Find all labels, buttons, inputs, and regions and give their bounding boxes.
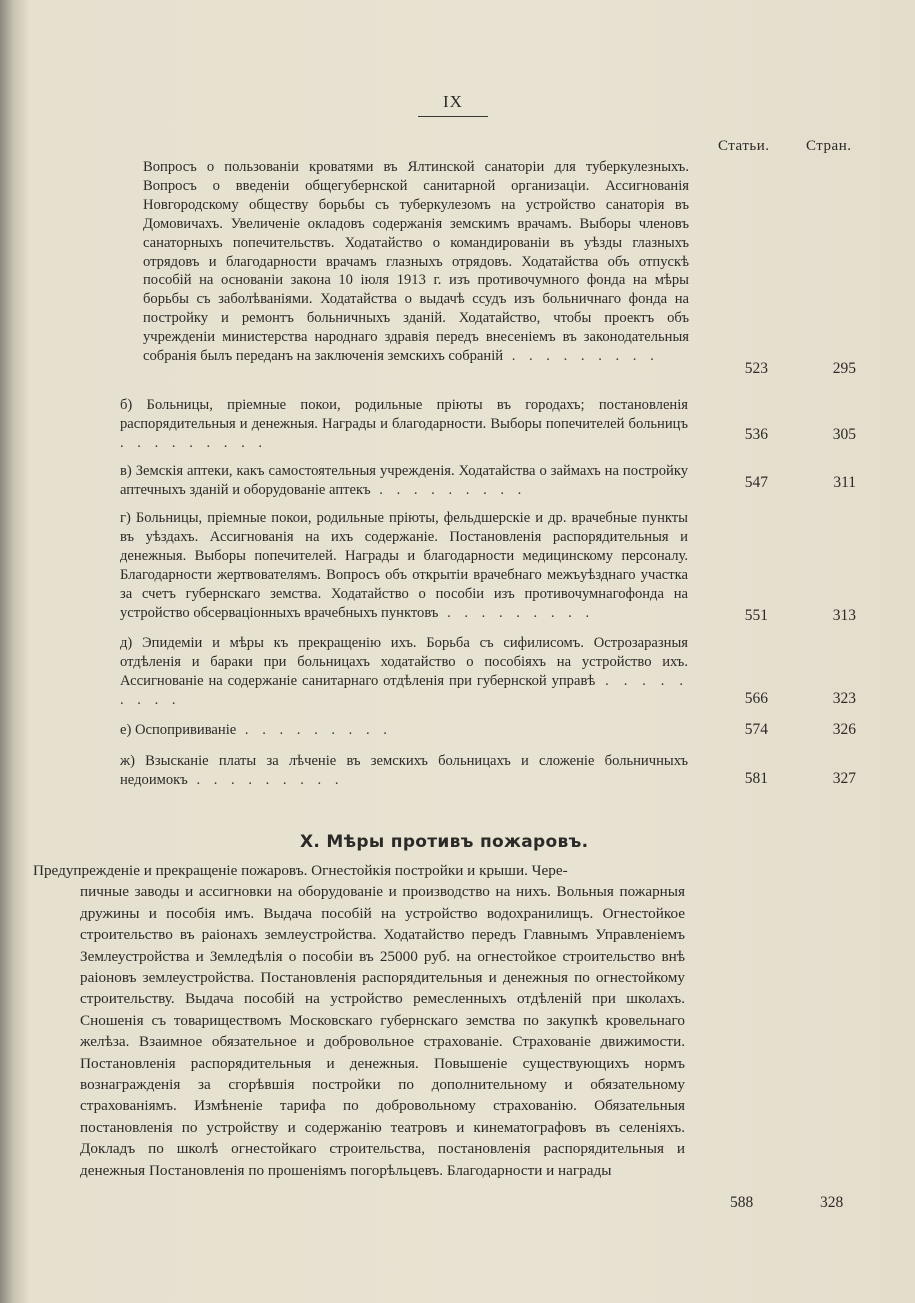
toc-entry-text: б) Больницы, пріемные покои, родильные пріюты въ городахъ; постановленія распорядительныя и денежныя. Награды и благодарности. Выборы попечителей больницъ . . . . . . . . . — [120, 397, 688, 451]
column-header-articles: Статьи. — [718, 138, 770, 154]
toc-entry-text: д) Эпидеміи и мѣры къ прекращенію ихъ. Борьба съ сифилисомъ. Острозаразныя отдѣленія и бараки при больницахъ ходатайство о пособіяхъ на устройство ихъ. Ассигнованіе на содержаніе санитарнаго отдѣленія при губернской управѣ . . . . . . . . . — [120, 635, 688, 708]
section-page: 328 — [820, 1194, 844, 1211]
toc-entry-article: 536 — [744, 426, 768, 443]
toc-entry-page: 305 — [832, 426, 856, 443]
dot-leader: . . . . . . . . . — [187, 771, 344, 788]
toc-entry-page: 313 — [832, 607, 856, 624]
toc-entry-page: 311 — [833, 474, 856, 491]
column-header-pages: Стран. — [806, 138, 852, 154]
dot-leader: . . . . . . . . . — [120, 672, 688, 708]
section-text-first-line: Предупрежденіе и прекращеніе пожаровъ. Огнестойкія постройки и крыши. Чере- — [33, 862, 568, 879]
toc-entry-article: 523 — [744, 360, 768, 377]
dot-leader: . . . . . . . . . — [370, 481, 527, 498]
dot-leader: . . . . . . . . . — [503, 348, 659, 365]
dot-leader: . . . . . . . . . — [438, 604, 595, 621]
toc-entry-article: 581 — [744, 770, 768, 787]
toc-entry-article: 547 — [744, 474, 768, 491]
section-text-body: пичные заводы и ассигновки на оборудованіе и производство на нихъ. Вольныя пожарныя дружины и пособія имъ. Выдача пособій на устройство водохранилищъ. Огнестойкое строительство въ раіонахъ землеустройства. Ходатайство передъ Главнымъ Управленіемъ Землеустройства и Земледѣлія о пособіи въ 25000 руб. на огнестойкое строительство внѣ раіоновъ землеустройства. Постановленія распорядительныя и денежныя по огнестойкому строительству. Выдача пособій на устройство ремесленныхъ отдѣленій при школахъ. Сношенія съ товариществомъ Московскаго губернскаго земства по закупкѣ кровельнаго желѣза. Взаимное обязательное и добровольное страхованіе. Страхованіе движимости. Постановленія распорядительныя и денежныя. Повышеніе существующихъ нормъ вознагражденія за сгорѣвшія постройки по дополнительному и обязательному страхованіямъ. Измѣненіе тарифа по добровольному страхованію. Обязательныя постановленія по устройству и содержанію театровъ и кинематографовъ въ селеніяхъ. Докладъ по школѣ огнестойкаго строительства, постановленія распорядительныя и денежныя Постановленія по прошеніямъ погорѣльцевъ. Благодарности и награды — [80, 883, 685, 1179]
section-title: X. Мѣры противъ пожаровъ. — [300, 832, 589, 852]
toc-entry-article: 574 — [744, 721, 768, 738]
page-number: IX — [418, 92, 488, 117]
toc-entry-page: 326 — [832, 721, 856, 738]
toc-entry-text: ж) Взысканіе платы за лѣченіе въ земскихъ больницахъ и сложеніе больничныхъ недоимокъ . . . . . . . . . — [120, 753, 688, 788]
toc-entry-text: Вопросъ о пользованіи кроватями въ Ялтинской санаторіи для туберкулезныхъ. Вопросъ о введеніи общегубернской санитарной организаціи. Ассигнованія Новгородскому обществу борьбы съ туберкулезомъ на устройство санаторія въ Домовичахъ. Увеличеніе окладовъ содержанія земскимъ врачамъ. Выборы членовъ санаторныхъ попечительствъ. Ходатайство о командированіи въ уѣзды глазныхъ отрядовъ и благодарности врачамъ глазныхъ отрядовъ. Ходатайства объ отпускѣ пособій на основаніи закона 10 іюля 1913 г. изъ противочумного фонда на мѣры борьбы съ заболѣваніями. Ходатайства о выдачѣ ссудъ изъ больничнаго фонда на постройку и ремонтъ больничныхъ зданій. Ходатайство, чтобы проектъ объ учрежденіи министерства народнаго здравія передъ внесеніемъ въ законодательныя собранія былъ переданъ на заключенія земскихъ собраній . . . . . . . . . — [143, 159, 689, 365]
toc-entry-page: 295 — [832, 360, 856, 377]
section-article: 588 — [730, 1194, 754, 1211]
section-text — [33, 860, 685, 1181]
toc-entry-article: 551 — [744, 607, 768, 624]
toc-entry-text: г) Больницы, пріемные покои, родильные пріюты, фельдшерскіе и др. врачебные пункты въ уѣздахъ. Ассигнованія на ихъ содержаніе. Постановленія распорядительныя и денежныя. Выборы попечителей. Награды и благодарности медицинскому персоналу. Благодарности жертвователямъ. Вопросъ объ открытіи врачебнаго межъуѣзднаго участка за счетъ губернскаго земства. Ходатайство о пособіи изъ противочумнагофонда на устройство обсерваціонныхъ врачебныхъ пунктовъ . . . . . . . . . — [120, 510, 688, 621]
dot-leader: . . . . . . . . . — [120, 434, 268, 451]
dot-leader: . . . . . . . . . — [236, 722, 392, 738]
toc-entry-page: 327 — [832, 770, 856, 787]
toc-entry-text: е) Оспопрививаніе . . . . . . . . . — [120, 722, 392, 738]
toc-entry-text: в) Земскія аптеки, какъ самостоятельныя учрежденія. Ходатайства о займахъ на постройку аптечныхъ зданій и оборудованіе аптекъ . . . . . . . . . — [120, 463, 688, 498]
toc-entry-article: 566 — [744, 690, 768, 707]
toc-entry-page: 323 — [832, 690, 856, 707]
